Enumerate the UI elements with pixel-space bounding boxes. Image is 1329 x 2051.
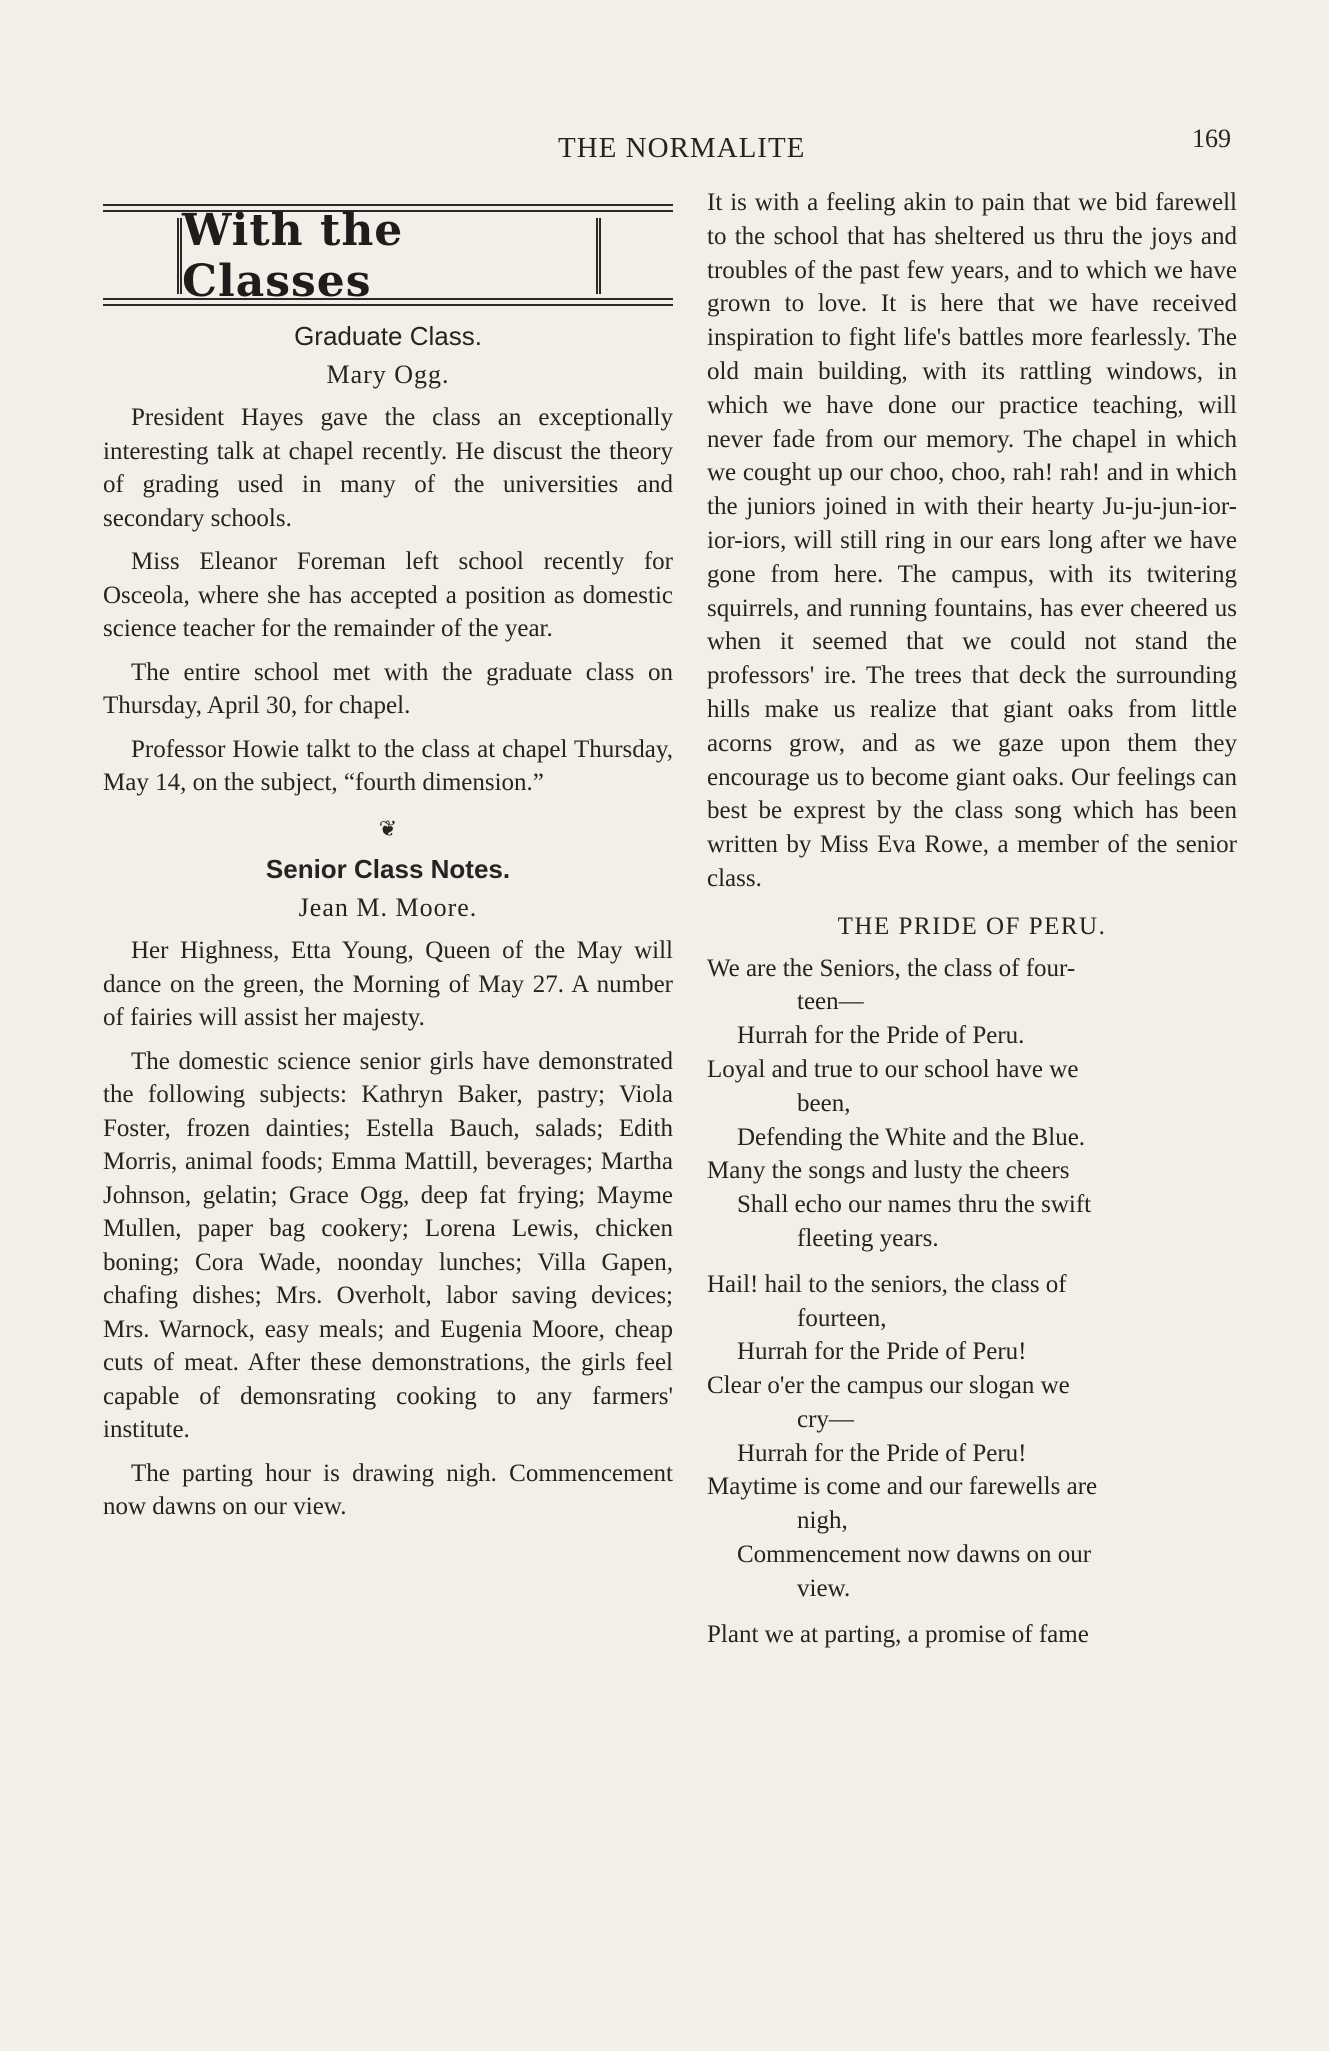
poem-line: Hurrah for the Pride of Peru. (737, 1022, 1025, 1050)
graduate-byline: Mary Ogg. (326, 359, 450, 389)
header-rule-bottom-inner (103, 304, 673, 306)
senior-byline: Jean M. Moore. (298, 892, 478, 922)
poem-title: THE PRIDE OF PERU. (837, 912, 1107, 940)
poem-line: Plant we at parting, a promise of fame (707, 1620, 1089, 1648)
poem-line: Many the songs and lusty the cheers (707, 1157, 1070, 1185)
poem-line: Maytime is come and our farewells are (707, 1473, 1098, 1501)
running-head: THE NORMALITE (558, 132, 806, 164)
senior-paragraph: The parting hour is drawing nigh. Commencement now dawns on our view. (103, 1459, 673, 1520)
right-column (707, 186, 1237, 1651)
leaf-ornament-icon: ❦ (378, 815, 398, 841)
farewell-paragraph: It is with a feeling akin to pain that we bid farewell to the school that has sheltered us thru the joys and troubles of the past few years, and to which we have grown to love. It is here that we have received inspiration to fight life's battles more fearlessly. The old main building, with its rattling windows, in which we have done our practice teaching, will never fade from our memory. The chapel in which we cought up our choo, choo, rah! rah! and in which the juniors joined in with their hearty Ju-ju-jun-ior-ior-iors, will still ring in our ears long after we have gone from here. The campus, with its twitering squirrels, and running fountains, has ever cheered us when it seemed that we could not stand the professors' ire. The trees that deck the surrounding hills make us realize that giant oaks from little acorns grow, and as we gaze upon them they encourage us to become giant oaks. Our feelings can best be exprest by the class song which has been written by Miss Eva Rowe, a member of the senior class. (707, 189, 1237, 892)
poem-line: nigh, (797, 1507, 848, 1535)
poem-line: cry— (797, 1405, 854, 1433)
poem-line: fleeting years. (797, 1224, 939, 1252)
poem-line: Commencement now dawns on our (737, 1541, 1092, 1569)
left-column (103, 320, 673, 1524)
poem-line: Shall echo our names thru the swift (737, 1191, 1092, 1219)
graduate-heading: Graduate Class. (294, 321, 482, 351)
section-header-box (177, 205, 601, 307)
poem-line: Loyal and true to our school have we (707, 1055, 1079, 1083)
senior-heading: Senior Class Notes. (265, 854, 511, 884)
header-rule-bottom (103, 298, 673, 300)
senior-paragraph: Her Highness, Etta Young, Queen of the May will dance on the green, the Morning of May 27. A number of fairies will assist her majesty. (103, 937, 673, 1031)
poem-line: Defending the White and the Blue. (737, 1123, 1086, 1151)
poem-line: view. (797, 1574, 851, 1602)
graduate-paragraph: Professor Howie talkt to the class at chapel Thursday, May 14, on the subject, “fourth dimension.” (103, 735, 673, 796)
graduate-paragraph: The entire school met with the graduate class on Thursday, April 30, for chapel. (103, 658, 673, 719)
graduate-paragraph: Miss Eleanor Foreman left school recently for Osceola, where she has accepted a position as domestic science teacher for the remainder of the year. (103, 548, 673, 642)
poem-line: fourteen, (797, 1304, 887, 1332)
poem-line: been, (797, 1089, 851, 1117)
poem-line: Hail! hail to the seniors, the class of (707, 1270, 1067, 1298)
page-number: 169 (1192, 124, 1231, 153)
poem-line: Hurrah for the Pride of Peru! (737, 1338, 1027, 1366)
senior-paragraph: The domestic science senior girls have demonstrated the following subjects: Kathryn Baker, pastry; Viola Foster, frozen dainties; Estella Bauch, salads; Edith Morris, animal foods; Emma Mattill, beverages; Martha Johnson, gelatin; Grace Ogg, deep fat frying; Mayme Mullen, paper bag cookery; Lorena Lewis, chicken boning; Cora Wade, noonday lunches; Villa Gapen, chafing dishes; Mrs. Overholt, labor saving devices; Mrs. Warnock, easy meals; and Eugenia Moore, cheap cuts of meat. After these demonstrations, the girls feel capable of demonsrating cooking to any farmers' institute. (103, 1047, 673, 1443)
section-title: With the Classes (182, 205, 404, 307)
poem-line: teen— (797, 988, 864, 1016)
poem-line: Hurrah for the Pride of Peru! (737, 1439, 1027, 1467)
graduate-paragraph: President Hayes gave the class an exceptionally interesting talk at chapel recently. He discust the theory of grading used in many of the universities and secondary schools. (103, 404, 673, 532)
poem-line: We are the Seniors, the class of four- (707, 954, 1076, 982)
poem-line: Clear o'er the campus our slogan we (707, 1372, 1070, 1400)
